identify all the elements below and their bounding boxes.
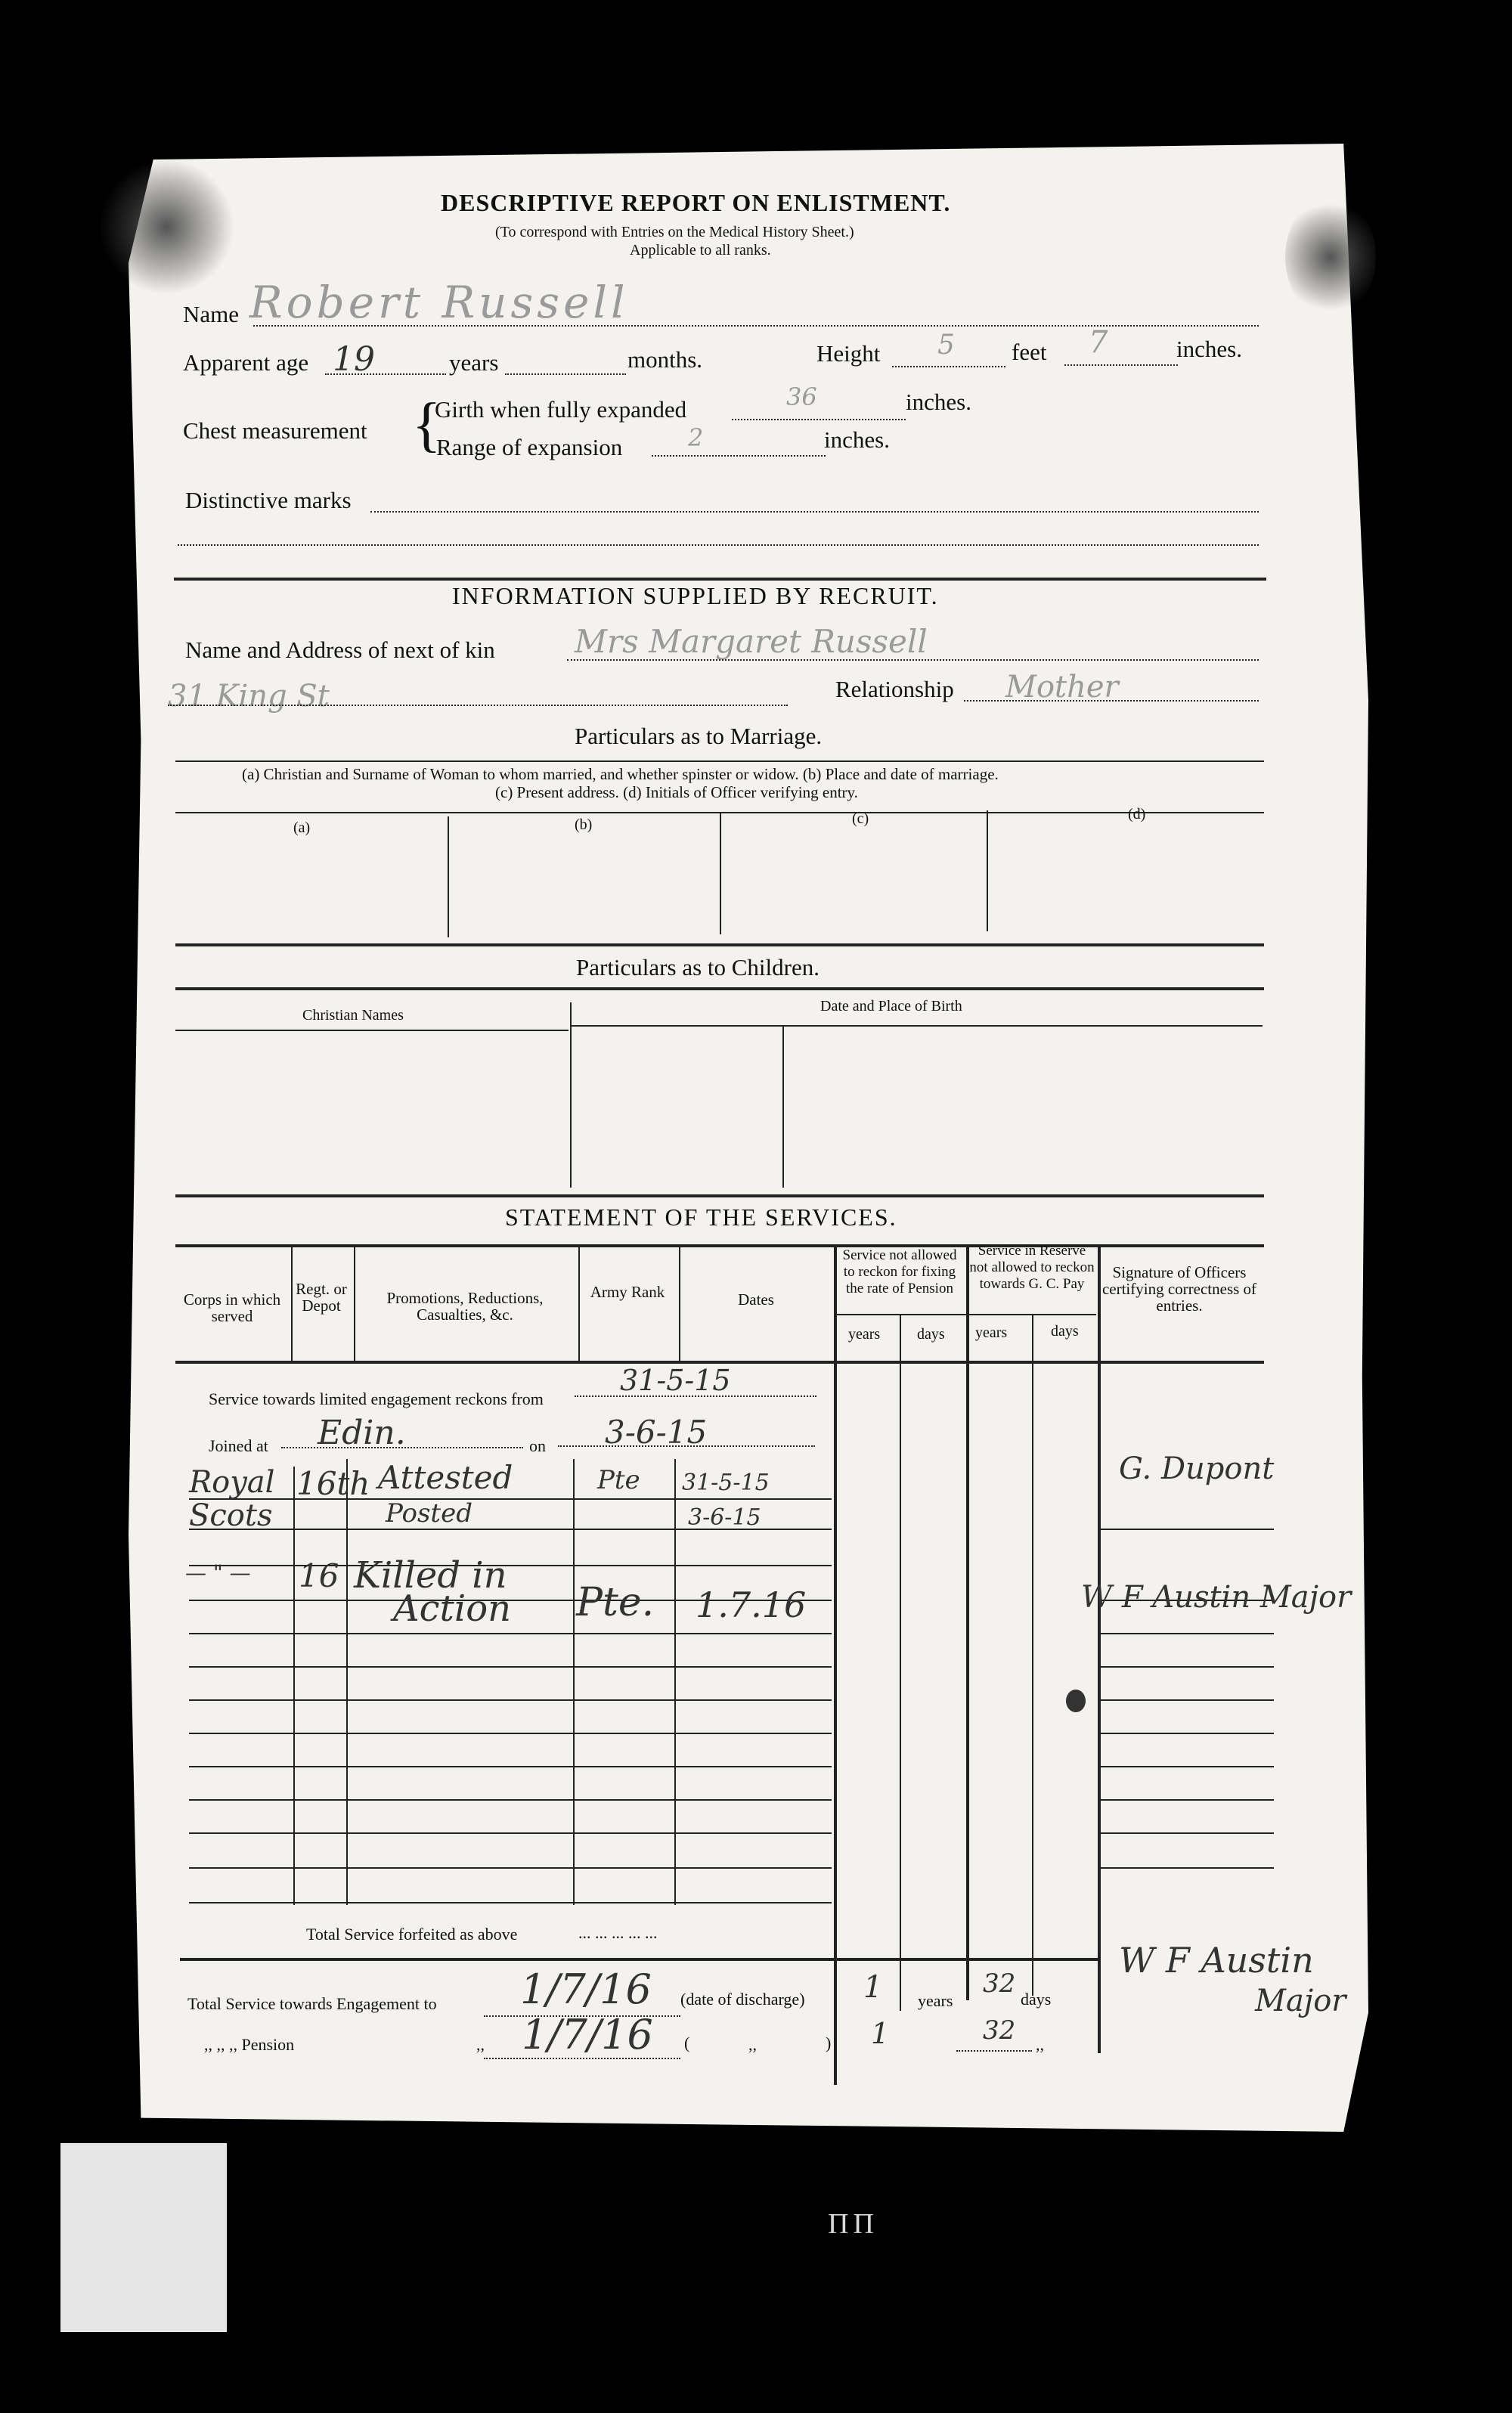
marriage-instructions: (a) Christian and Surname of Woman to whom married, and whether spinster or widow. (b) Place and date of marriage. [242, 765, 999, 783]
body-col-divider [674, 1459, 676, 1905]
total-years-label: years [918, 1991, 953, 2010]
table-row-corps: Royal [189, 1465, 275, 1500]
children-top-line [175, 987, 1264, 990]
feet-label: feet [1012, 339, 1047, 365]
col-divider [900, 1315, 901, 2011]
ink-blot [1066, 1690, 1086, 1712]
table-row-date: 31-5-15 [682, 1470, 770, 1496]
total-days-value: 32 [983, 1968, 1016, 1999]
table-row-line [1100, 1832, 1274, 1834]
marks-line [370, 511, 1259, 513]
header-days: days [917, 1326, 945, 1343]
table-row-line [1100, 1867, 1274, 1869]
joined-label: Joined at [209, 1436, 268, 1455]
header-years: years [848, 1326, 881, 1343]
pension-end: ,, [1036, 2035, 1044, 2054]
header-promotions: Promotions, Reductions, Casualties, &c. [386, 1289, 544, 1324]
next-of-kin-line [567, 659, 1259, 661]
total-days-label: days [1021, 1990, 1052, 2009]
relationship-value: Mother [1005, 670, 1119, 705]
pension-paren-open: ( [684, 2034, 690, 2052]
table-row-line [189, 1666, 832, 1668]
marks-line-2 [178, 544, 1259, 546]
col-divider [679, 1247, 680, 1361]
height-inches-value: 7 [1089, 325, 1108, 360]
age-line [325, 373, 446, 375]
next-of-kin-label: Name and Address of next of kin [185, 637, 495, 663]
pension-days-value: 32 [983, 2015, 1016, 2046]
col-divider [1032, 1315, 1033, 1996]
pension-days-line [956, 2050, 1032, 2052]
table-row-line [189, 1766, 832, 1767]
inches-label: inches. [1176, 336, 1242, 362]
table-row-line [189, 1902, 832, 1903]
relationship-label: Relationship [835, 676, 954, 702]
archive-stamp: ΠΠ [828, 2208, 878, 2240]
table-row-line [189, 1498, 832, 1500]
next-of-kin-value: Mrs Margaret Russell [575, 623, 928, 660]
pension-years-value: 1 [871, 2017, 890, 2050]
table-row-event: Killed in [354, 1554, 507, 1597]
pension-value: 1/7/16 [522, 2011, 653, 2058]
table-row-line [189, 1733, 832, 1734]
table-row-signature: G. Dupont [1119, 1451, 1275, 1486]
marriage-divider [448, 816, 449, 937]
form-subtitle: Applicable to all ranks. [630, 242, 771, 259]
girth-line [732, 419, 906, 420]
table-row-line [189, 1565, 832, 1566]
name-label: Name [183, 301, 240, 327]
name-value: Robert Russell [249, 277, 629, 328]
joined-place: Edin. [318, 1414, 406, 1452]
forfeited-line [180, 1958, 1101, 1961]
marriage-col-d: (d) [1128, 806, 1146, 822]
girth-unit: inches. [906, 389, 971, 415]
joined-place-line [281, 1447, 523, 1448]
body-col-divider [293, 1467, 295, 1905]
limited-engagement-line [575, 1395, 816, 1397]
forfeited-dots: ... ... ... ... ... [578, 1923, 658, 1942]
children-names-header: Christian Names [302, 1007, 404, 1024]
header-rank: Army Rank [590, 1283, 665, 1301]
girth-label: Girth when fully expanded [435, 396, 687, 423]
children-divider [782, 1027, 784, 1188]
chest-brace: { [412, 392, 442, 458]
ink-smudge [1285, 197, 1376, 318]
marriage-col-c: (c) [852, 810, 869, 827]
table-row-line [1100, 1633, 1274, 1634]
range-unit: inches. [824, 426, 890, 453]
header-dates: Dates [738, 1290, 774, 1309]
limited-engagement-value: 31-5-15 [620, 1364, 731, 1397]
bottom-signature: W F Austin [1119, 1940, 1314, 1981]
marriage-col-b: (b) [575, 816, 593, 833]
height-inches-line [1064, 364, 1178, 366]
discharge-label: (date of discharge) [680, 1990, 805, 2009]
height-feet-line [892, 366, 1005, 367]
table-row-signature: W F Austin Major [1081, 1580, 1352, 1615]
forfeited-label: Total Service forfeited as above [306, 1925, 518, 1944]
col-divider [966, 1244, 969, 2000]
table-row-rank: Pte. [576, 1580, 655, 1625]
table-row-line [189, 1799, 832, 1801]
table-row-line [1100, 1733, 1274, 1734]
table-row-line [189, 1832, 832, 1834]
recruit-info-title: INFORMATION SUPPLIED BY RECRUIT. [452, 582, 939, 609]
height-feet-value: 5 [937, 330, 955, 361]
table-row-line [1100, 1666, 1274, 1668]
table-row-event: Posted [386, 1498, 472, 1529]
total-years-value: 1 [863, 1970, 883, 2005]
table-row-line [189, 1633, 832, 1634]
children-divider [570, 1002, 572, 1188]
header-reserve: Service in Reserve not allowed to reckon towards G. C. Pay [969, 1243, 1095, 1292]
range-label: Range of expansion [436, 434, 623, 460]
table-row-line [1100, 1766, 1274, 1767]
marriage-col-a: (a) [293, 819, 311, 836]
table-row-corps: Scots [189, 1498, 273, 1533]
range-line [652, 455, 826, 457]
services-top-line [175, 1244, 1264, 1247]
limited-engagement-label: Service towards limited engagement reckons from [209, 1389, 544, 1408]
table-row-event: Attested [378, 1459, 513, 1496]
marks-label: Distinctive marks [185, 487, 352, 513]
address-line [168, 705, 788, 706]
table-row-regt: 16th [296, 1465, 370, 1502]
range-value: 2 [688, 423, 704, 452]
reference-card [60, 2143, 227, 2332]
children-title: Particulars as to Children. [576, 954, 820, 980]
table-row-line [1100, 1699, 1274, 1701]
col-divider [354, 1247, 355, 1361]
girth-value: 36 [786, 383, 817, 411]
ink-smudge [98, 159, 234, 295]
form-subtitle: (To correspond with Entries on the Medical History Sheet.) [495, 224, 854, 240]
header-pension: Service not allowed to reckon for fixing the rate of Pension [842, 1247, 957, 1296]
marriage-divider [987, 810, 988, 931]
header-regt: Regt. or Depot [296, 1280, 347, 1315]
total-service-label: Total Service towards Engagement to [187, 1994, 437, 2013]
marriage-instructions: (c) Present address. (d) Initials of Officer verifying entry. [495, 783, 858, 801]
bottom-signature-rank: Major [1255, 1984, 1346, 2018]
children-birth-header: Date and Place of Birth [820, 998, 962, 1014]
section-divider [174, 578, 1266, 581]
chest-label: Chest measurement [183, 417, 367, 444]
col-divider [1098, 1244, 1101, 2053]
children-header-line [175, 1030, 569, 1031]
col-divider [291, 1247, 293, 1361]
pension-paren-close: ) [826, 2034, 832, 2052]
table-row-event: Action [393, 1588, 511, 1630]
section-divider [175, 943, 1264, 946]
table-row-date: 1.7.16 [696, 1584, 807, 1625]
months-label: months. [627, 346, 703, 373]
age-label: Apparent age [183, 349, 309, 376]
marriage-title: Particulars as to Marriage. [575, 723, 823, 749]
total-service-value: 1/7/16 [520, 1965, 652, 2013]
body-col-divider [573, 1459, 575, 1905]
table-row-line [1100, 1799, 1274, 1801]
services-title: STATEMENT OF THE SERVICES. [505, 1203, 897, 1231]
form-title: DESCRIPTIVE REPORT ON ENLISTMENT. [441, 189, 951, 216]
table-row-line [1100, 1529, 1274, 1530]
table-row-line [189, 1699, 832, 1701]
name-line [253, 325, 1259, 327]
joined-date-line [558, 1445, 815, 1447]
on-label: on [529, 1436, 546, 1455]
col-divider [578, 1247, 580, 1361]
header-days: days [1051, 1323, 1079, 1340]
height-label: Height [816, 340, 881, 367]
header-signature: Signature of Officers certifying correctness of entries. [1101, 1263, 1257, 1315]
table-row-date: 3-6-15 [688, 1504, 761, 1531]
age-value: 19 [333, 340, 375, 379]
pension-row-label: ,, ,, ,, Pension [204, 2035, 295, 2054]
relationship-line [964, 700, 1259, 702]
pension-line [484, 2058, 680, 2059]
marriage-divider [720, 813, 721, 934]
section-divider [175, 1194, 1264, 1197]
next-of-kin-address: 31 King St [168, 679, 330, 714]
table-row-rank: Pte [597, 1465, 640, 1495]
marriage-top-line [175, 760, 1264, 762]
table-row-regt: 16 [299, 1557, 339, 1594]
pension-quote: ,, [476, 2035, 485, 2054]
children-header-line [571, 1025, 1263, 1027]
joined-date: 3-6-15 [605, 1414, 708, 1451]
pension-paren-mid: ,, [748, 2035, 757, 2054]
months-line [505, 373, 626, 375]
table-row-corps: — " — [185, 1560, 251, 1585]
table-row-line [189, 1867, 832, 1869]
years-label: years [449, 349, 499, 376]
header-years: years [975, 1324, 1008, 1341]
body-col-divider [346, 1459, 348, 1905]
header-corps: Corps in which served [183, 1290, 281, 1325]
